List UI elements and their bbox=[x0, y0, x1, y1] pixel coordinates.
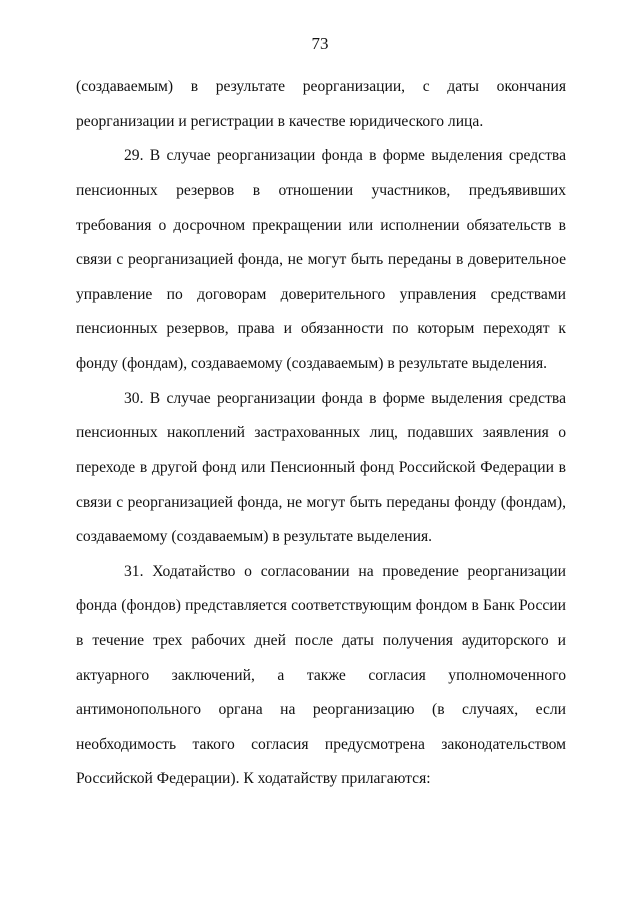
paragraph-29: 29. В случае реорганизации фонда в форме выделения средства пенсионных резервов в отношении участников, предъявивших требования о досрочном прекращении или исполнении обязательств в связи с реорганизацией фонда, не могут быть переданы в доверительное управление по договорам доверительного управления средствами пенсионных резервов, права и обязанности по которым переходят к фонду (фондам), создаваемому (создаваемым) в результате выделения. bbox=[76, 147, 566, 372]
document-body bbox=[76, 70, 566, 797]
page-number: 73 bbox=[311, 34, 329, 53]
paragraph-31: 31. Ходатайство о согласовании на проведение реорганизации фонда (фондов) представляется соответствующим фондом в Банк России в течение трех рабочих дней после даты получения аудиторского и актуарного заключений, а также согласия уполномоченного антимонопольного органа на реорганизацию (в случаях, если необходимость такого согласия предусмотрена законодательством Российской Федерации). К ходатайству прилагаются: bbox=[76, 562, 566, 788]
paragraph-continuation: (создаваемым) в результате реорганизации, с даты окончания реорганизации и регистрации в качестве юридического лица. bbox=[76, 78, 566, 130]
paragraph-30: 30. В случае реорганизации фонда в форме выделения средства пенсионных накоплений застрахованных лиц, подавших заявления о переходе в другой фонд или Пенсионный фонд Российской Федерации в связи с реорганизацией фонда, не могут быть переданы фонду (фондам), создаваемому (создаваемым) в результате выделения. bbox=[76, 389, 566, 546]
